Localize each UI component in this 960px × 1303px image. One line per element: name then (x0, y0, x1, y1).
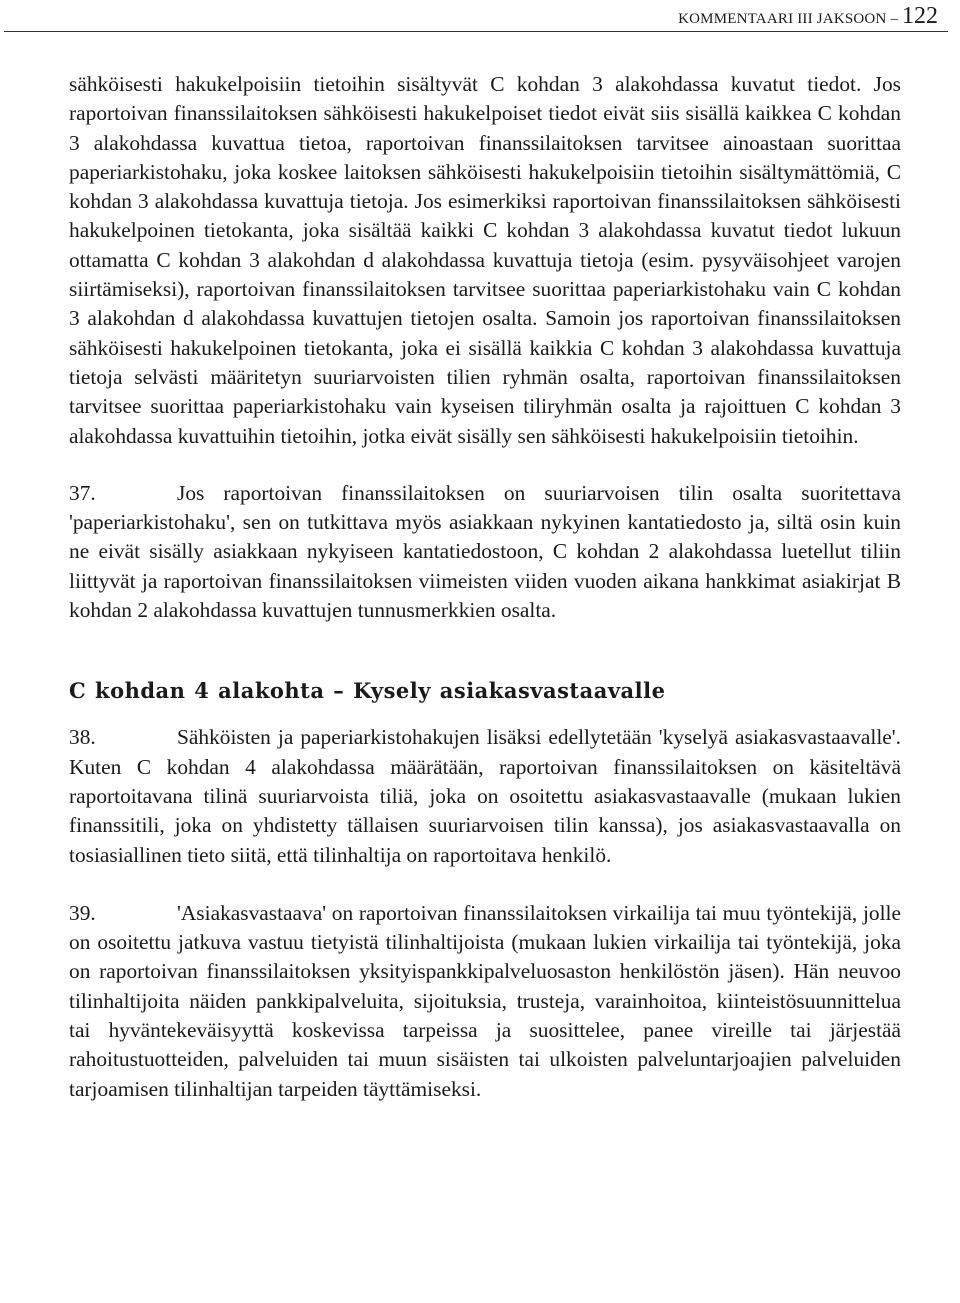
paragraph-39 (69, 899, 901, 1104)
paragraph-continuation (69, 70, 901, 451)
running-head-dash: – (890, 11, 898, 27)
paragraph-text: sähköisesti hakukelpoisiin tietoihin sisältyvät C kohdan 3 alakohdassa kuvatut tiedot. Jos raportoivan finanssilaitoksen sähköisesti hakukelpoiset tiedot eivät siis sisällä kaikkea C kohdan 3 alakohdassa kuvattua tietoa, raportoivan finanssilaitoksen tarvitsee ainoastaan suorittaa paperiarkistohaku, joka koskee laitoksen sähköisesti hakukelpoisiin tietoihin sisältymättömiä, C kohdan 3 alakohdassa kuvattuja tietoja. Jos esimerkiksi raportoivan finanssilaitoksen sähköisesti hakukelpoinen tietokanta, joka sisältää kaikki C kohdan 3 alakohdassa kuvatut tiedot lukuun ottamatta C kohdan 3 alakohdan d alakohdassa kuvattuja tietoja (esim. pysyväisohjeet varojen siirtämiseksi), raportoivan finanssilaitoksen tarvitsee suorittaa paperiarkistohaku vain C kohdan 3 alakohdan d alakohdassa kuvattujen tietojen osalta. Samoin jos raportoivan finanssilaitoksen sähköisesti hakukelpoinen tietokanta, joka ei sisällä kaikkia C kohdan 3 alakohdassa kuvattuja tietoja selvästi määritetyn suuriarvoisten tilien ryhmän osalta, raportoivan finanssilaitoksen tarvitsee suorittaa paperiarkistohaku vain kyseisen tiliryhmän osalta ja rajoittuen C kohdan 3 alakohdassa kuvattuihin tietoihin, jotka eivät sisälly sen sähköisesti hakukelpoisiin tietoihin. (69, 72, 901, 448)
page-number: 122 (902, 3, 938, 29)
header-rule (4, 31, 948, 32)
paragraph-text: Jos raportoivan finanssilaitoksen on suuriarvoisen tilin osalta suoritettava 'paperiarkistohaku', sen on tutkittava myös asiakkaan nykyinen kantatiedosto ja, siltä osin kuin ne eivät sisälly asiakkaan nykyiseen kantatiedostoon, C kohdan 2 alakohdassa luetellut tiliin liittyvät ja raportoivan finanssilaitoksen viimeisten viiden vuoden aikana hankkimat asiakirjat B kohdan 2 alakohdassa kuvattujen tunnusmerkkien osalta. (69, 480, 901, 623)
paragraph-number: 37. (69, 480, 96, 505)
running-head (678, 3, 938, 30)
paragraph-text: 'Asiakasvastaava' on raportoivan finanssilaitoksen virkailija tai muu työntekijä, jolle on osoitettu jatkuva vastuu tietyistä tilinhaltijoista (mukaan lukien virkailija tai työntekijä, joka on raportoivan finanssilaitoksen yksityispankkipalveluosaston henkilöstön jäsen). Hän neuvoo tilinhaltijoita näiden pankkipalveluita, sijoituksia, trusteja, varainhoitoa, kiinteistösuunnittelua tai hyväntekeväisyyttä koskevissa tarpeissa ja suosittelee, panee vireille tai järjestää rahoitustuotteiden, palveluiden tai muun sisäisten tai ulkoisten palveluntarjoajien palveluiden tarjoamisen tilinhaltijan tarpeiden täyttämiseksi. (69, 900, 901, 1101)
paragraph-number: 39. (69, 900, 96, 925)
paragraph-37 (69, 479, 901, 625)
section-heading: C kohdan 4 alakohta – Kysely asiakasvastaavalle (69, 678, 666, 704)
page-header (0, 0, 960, 34)
paragraph-number: 38. (69, 725, 96, 750)
running-head-title: KOMMENTAARI III JAKSOON (678, 11, 887, 27)
paragraph-text: Sähköisten ja paperiarkistohakujen lisäksi edellytetään 'kyselyä asiakasvastaavalle'. Kuten C kohdan 4 alakohdassa määrätään, raportoivan finanssilaitoksen on käsiteltävä raportoitavana tilinä suuriarvoista tiliä, joka on osoitettu asiakasvastaavalle (mukaan lukien finanssitili, joka on yhdistetty tällaisen suuriarvoisen tilin kanssa), jos asiakasvastaavalla on tosiasiallinen tieto siitä, että tilinhaltija on raportoitava henkilö. (69, 725, 901, 867)
paragraph-38 (69, 723, 901, 869)
document-body (69, 70, 901, 1104)
